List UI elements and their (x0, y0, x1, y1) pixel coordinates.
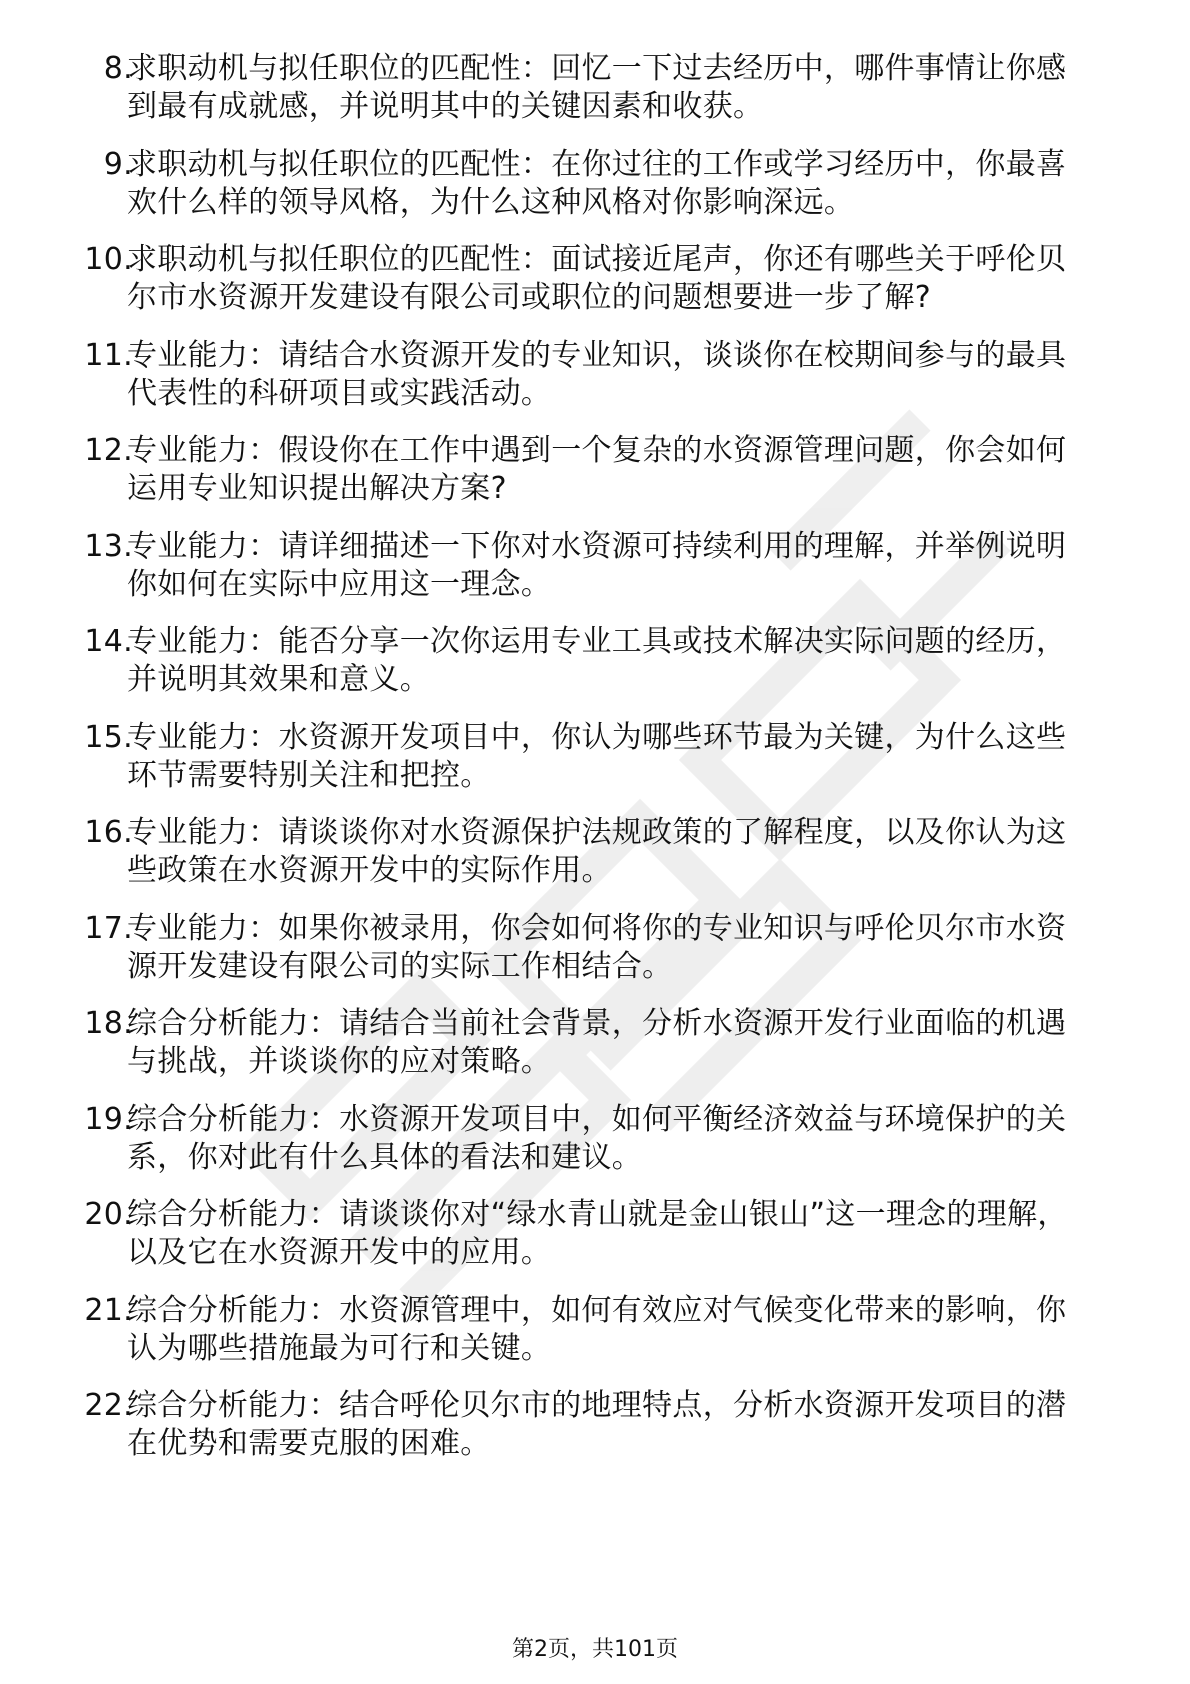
question-item-12 (0, 432, 1190, 508)
question-item-22 (0, 1387, 1190, 1463)
page-number-label: 第2页，共101页 (512, 1637, 678, 1662)
question-item-17 (0, 910, 1190, 986)
question-text: 专业能力：请结合水资源开发的专业知识，谈谈你在校期间参与的最具代表性的科研项目或实践活动。 (127, 337, 1067, 411)
question-text: 专业能力：如果你被录用，你会如何将你的专业知识与呼伦贝尔市水资源开发建设有限公司的实际工作相结合。 (127, 910, 1067, 984)
question-text: 专业能力：假设你在工作中遇到一个复杂的水资源管理问题，你会如何运用专业知识提出解决方案? (127, 433, 1067, 506)
question-item-8 (0, 50, 1190, 126)
question-item-13 (0, 528, 1190, 604)
question-text: 专业能力：能否分享一次你运用专业工具或技术解决实际问题的经历，并说明其效果和意义。 (127, 624, 1067, 697)
question-item-20 (0, 1196, 1190, 1272)
question-text: 综合分析能力：水资源开发项目中，如何平衡经济效益与环境保护的关系，你对此有什么具体的看法和建议。 (127, 1101, 1067, 1175)
question-number: 11. (84, 337, 133, 373)
question-text: 专业能力：水资源开发项目中，你认为哪些环节最为关键，为什么这些环节需要特别关注和把控。 (127, 719, 1067, 793)
question-number: 10. (84, 242, 133, 277)
question-item-11 (0, 337, 1190, 413)
question-text: 求职动机与拟任职位的匹配性：面试接近尾声，你还有哪些关于呼伦贝尔市水资源开发建设有限公司或职位的问题想要进一步了解? (127, 242, 1067, 315)
question-number: 17. (84, 910, 133, 946)
question-number: 20. (84, 1197, 133, 1232)
question-item-14 (0, 623, 1190, 699)
question-number: 21. (84, 1292, 133, 1328)
question-text: 综合分析能力：请结合当前社会背景，分析水资源开发行业面临的机遇与挑战，并谈谈你的应对策略。 (127, 1006, 1067, 1079)
question-text: 求职动机与拟任职位的匹配性：在你过往的工作或学习经历中，你最喜欢什么样的领导风格，为什么这种风格对你影响深远。 (127, 146, 1067, 220)
question-item-15 (0, 719, 1190, 795)
question-number: 8. (103, 51, 133, 86)
question-number: 19. (84, 1101, 133, 1137)
question-text: 专业能力：请详细描述一下你对水资源可持续利用的理解，并举例说明你如何在实际中应用这一理念。 (127, 528, 1067, 602)
question-text: 综合分析能力：请谈谈你对“绿水青山就是金山银山”这一理念的理解，以及它在水资源开发中的应用。 (127, 1197, 1068, 1270)
question-text: 综合分析能力：水资源管理中，如何有效应对气候变化带来的影响，你认为哪些措施最为可行和关键。 (127, 1292, 1067, 1366)
question-number: 16. (84, 815, 133, 850)
question-text: 综合分析能力：结合呼伦贝尔市的地理特点，分析水资源开发项目的潜在优势和需要克服的困难。 (127, 1388, 1067, 1461)
question-number: 15. (84, 719, 133, 755)
question-number: 9. (103, 146, 133, 182)
page-footer (0, 1637, 1190, 1663)
question-number: 12. (84, 433, 133, 468)
question-number: 14. (84, 624, 133, 659)
question-item-10 (0, 241, 1190, 317)
question-number: 22. (84, 1388, 133, 1423)
question-item-19 (0, 1101, 1190, 1177)
question-text: 专业能力：请谈谈你对水资源保护法规政策的了解程度，以及你认为这些政策在水资源开发中的实际作用。 (127, 815, 1067, 888)
question-item-9 (0, 146, 1190, 222)
question-text: 求职动机与拟任职位的匹配性：回忆一下过去经历中，哪件事情让你感到最有成就感，并说明其中的关键因素和收获。 (127, 51, 1067, 124)
question-list (0, 50, 1190, 1483)
question-number: 13. (84, 528, 133, 564)
question-number: 18. (84, 1006, 133, 1041)
question-item-21 (0, 1292, 1190, 1368)
question-item-18 (0, 1005, 1190, 1081)
question-item-16 (0, 814, 1190, 890)
